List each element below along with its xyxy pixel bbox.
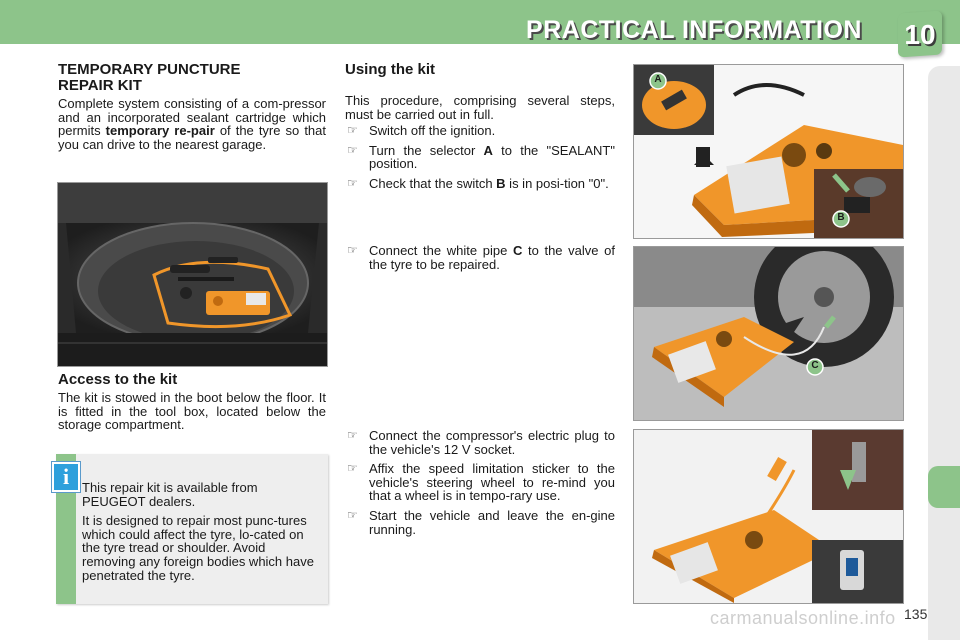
kit-selector-illustration bbox=[634, 65, 903, 238]
steps-list-pipe bbox=[345, 244, 615, 277]
step-connect-plug: ☞ Connect the compressor's electric plug to the vehicle's 12 V socket. bbox=[347, 428, 615, 457]
access-paragraph: The kit is stowed in the boot below the floor. It is fitted in the tool box, located below the storage compartment. bbox=[58, 390, 326, 433]
pipe-connection-illustration bbox=[634, 247, 903, 420]
figure-power-and-sticker bbox=[633, 429, 904, 604]
steps-list-kit-setup bbox=[345, 124, 615, 196]
info-paragraph-usage: It is designed to repair most punc-tures which could affect the tyre, lo-cated on the tyre tread or shoulder. Avoid removing any foreign bodies which have penetrated the tyre. bbox=[82, 513, 314, 583]
boot-kit-photo bbox=[57, 182, 328, 367]
step-turn-selector: ☞ Turn the selector A to the "SEALANT" position. bbox=[347, 142, 615, 172]
pointer-icon: ☞ bbox=[347, 428, 358, 442]
side-rail bbox=[928, 66, 960, 640]
page-number: 135 bbox=[904, 606, 928, 622]
pointer-icon: ☞ bbox=[347, 507, 358, 522]
intro-paragraph: Complete system consisting of a com-pressor and an incorporated sealant cartridge which permits temporary re-pair of the tyre so that you can drive to the nearest garage. bbox=[58, 96, 326, 152]
figure-connect-pipe bbox=[633, 246, 904, 421]
chapter-number: 10 bbox=[904, 19, 936, 50]
step-switch-off-ignition: ☞ Switch off the ignition. bbox=[347, 123, 496, 138]
boot-kit-illustration bbox=[58, 183, 327, 366]
step-connect-pipe: ☞ Connect the white pipe C to the valve of the tyre to be repaired. bbox=[347, 243, 615, 272]
section-heading-access: Access to the kit bbox=[58, 371, 178, 388]
info-paragraph-availability: This repair kit is available from PEUGEOT dealers. bbox=[82, 480, 258, 509]
section-heading-repair-kit: TEMPORARY PUNCTURE REPAIR KIT bbox=[58, 61, 241, 94]
pointer-icon: ☞ bbox=[347, 243, 358, 257]
pointer-icon: ☞ bbox=[347, 175, 358, 190]
callout-a-label: A bbox=[654, 74, 662, 85]
power-socket-illustration bbox=[634, 430, 903, 603]
info-text bbox=[82, 481, 322, 588]
figure-kit-selector bbox=[633, 64, 904, 239]
pointer-icon: ☞ bbox=[347, 142, 358, 157]
info-icon: i bbox=[52, 462, 80, 492]
callout-c-label: C bbox=[811, 360, 819, 371]
step-check-switch: ☞ Check that the switch B is in posi-tion "0". bbox=[347, 175, 609, 191]
watermark: carmanualsonline.info bbox=[710, 608, 896, 628]
section-heading-using: Using the kit bbox=[345, 61, 436, 78]
page-title: PRACTICAL INFORMATION bbox=[526, 16, 862, 44]
steps-list-power bbox=[345, 429, 615, 542]
step-affix-sticker: ☞ Affix the speed limitation sticker to the vehicle's steering wheel to re-mind you that a wheel is in tempo-rary use. bbox=[347, 461, 615, 504]
step-start-vehicle: ☞ Start the vehicle and leave the en-gine running. bbox=[347, 507, 615, 537]
chapter-side-tab[interactable] bbox=[928, 466, 960, 508]
pointer-icon: ☞ bbox=[347, 461, 358, 476]
procedure-intro: This procedure, comprising several steps, must be carried out in full. bbox=[345, 93, 615, 122]
callout-b-label: B bbox=[837, 212, 845, 223]
pointer-icon: ☞ bbox=[347, 123, 358, 137]
